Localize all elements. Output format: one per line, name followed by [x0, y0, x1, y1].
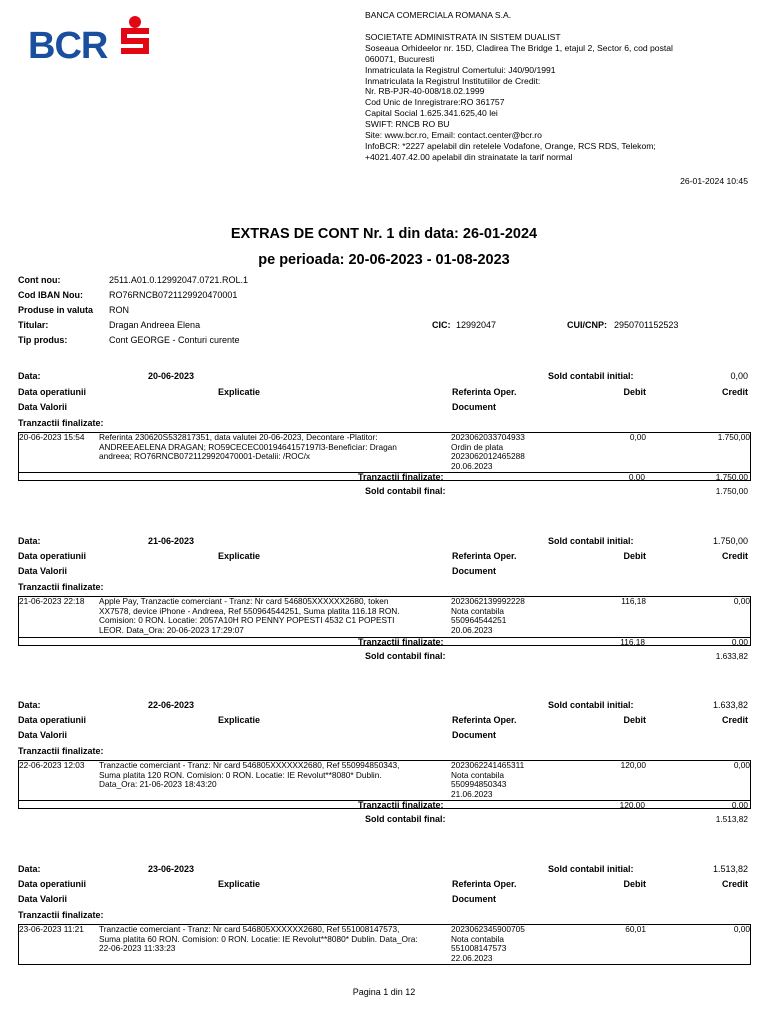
- tranzactii-total-label: Tranzactii finalizate:: [358, 637, 444, 647]
- total-credit: 0,00: [731, 637, 748, 647]
- sold-initial-label: Sold contabil initial:: [548, 864, 634, 874]
- tx-ref-line: 551008147573: [451, 943, 507, 954]
- tx-expl-line: 22-06-2023 11:33:23: [99, 943, 176, 954]
- bank-detail: 060071, Bucuresti: [365, 53, 435, 64]
- sold-final-value: 1.513,82: [715, 814, 748, 824]
- tx-ref-line: 2023062033704933: [451, 432, 525, 442]
- tx-ref-line: Ordin de plata: [451, 441, 504, 452]
- tx-ref-line: 550994850343: [451, 779, 507, 790]
- bank-detail: Capital Social 1.625.341.625,40 lei: [365, 108, 498, 119]
- document-header: Document: [452, 730, 497, 740]
- day-section: [0, 371, 768, 501]
- tx-credit: 0,00: [733, 596, 750, 606]
- explicatie-header: Explicatie: [218, 879, 261, 889]
- generated-datetime: 26-01-2024 10:45: [680, 176, 748, 186]
- data-label: Data:: [18, 371, 41, 381]
- tx-expl-line: Data_Ora: 21-06-2023 18:43:20: [99, 779, 217, 790]
- tx-credit: 0,00: [733, 760, 750, 770]
- tranzactii-label: Tranzactii finalizate:: [18, 582, 104, 592]
- tx-expl-line: Suma platita 120 RON. Comision: 0 RON. Locatie: IE Revolut**8080* Dublin.: [99, 769, 382, 780]
- tx-ref-line: Nota contabila: [451, 605, 505, 616]
- transaction-row: [18, 432, 751, 473]
- tx-reference: [451, 433, 525, 471]
- day-section: [0, 536, 768, 666]
- tx-debit: 0,00: [629, 432, 646, 442]
- bcr-sign-icon: [121, 16, 149, 54]
- transaction-row: [18, 596, 751, 638]
- transaction-row: [18, 924, 751, 965]
- tx-expl-line: ANDREEAELENA DRAGAN; RO59CECEC0019464157197l3-Beneficiar: Dragan: [99, 441, 397, 452]
- tip-value: Cont GEORGE - Conturi curente: [109, 335, 240, 345]
- tx-ref-line: 20.06.2023: [451, 624, 493, 635]
- tx-ref-line: 21.06.2023: [451, 788, 493, 799]
- tx-expl-line: andreea; RO76RNCB0721129920470001-Detalii: /ROC/x: [99, 451, 311, 462]
- day-date: 21-06-2023: [148, 536, 195, 546]
- tx-ref-line: 550964544251: [451, 615, 507, 626]
- total-debit: 0,00: [628, 472, 645, 482]
- statement-period: pe perioada: 20-06-2023 - 01-08-2023: [258, 252, 510, 268]
- total-debit: 116,18: [620, 637, 645, 647]
- day-section: [0, 700, 768, 830]
- bank-detail: +4021.407.42.00 apelabil din strainatate la tarif normal: [365, 151, 573, 162]
- tx-explanation: [99, 433, 449, 462]
- tx-explanation: [99, 761, 449, 790]
- referinta-header: Referinta Oper.: [452, 551, 517, 561]
- data-operatiunii-header: Data operatiunii: [18, 715, 87, 725]
- tx-expl-line: Tranzactie comerciant - Tranz: Nr card 546805XXXXXX2680, Ref 550994850343,: [99, 760, 400, 770]
- tx-explanation: [99, 597, 449, 635]
- page-number: Pagina 1 din 12: [352, 987, 416, 997]
- tranzactii-label: Tranzactii finalizate:: [18, 746, 104, 756]
- total-credit: 0,00: [731, 800, 748, 810]
- sold-initial-label: Sold contabil initial:: [548, 371, 634, 381]
- cic-value: 12992047: [456, 320, 497, 330]
- valuta-label: Produse in valuta: [18, 305, 94, 315]
- tx-ref-line: 2023062012465288: [451, 451, 525, 462]
- tx-datetime: 22-06-2023 12:03: [19, 760, 85, 770]
- bank-detail: Cod Unic de Inregistrare:RO 361757: [365, 97, 505, 108]
- debit-header: Debit: [623, 387, 646, 397]
- bank-detail: SOCIETATE ADMINISTRATA IN SISTEM DUALIST: [365, 31, 561, 42]
- sold-final-value: 1.633,82: [715, 651, 748, 661]
- tx-reference: [451, 925, 525, 963]
- tx-ref-line: Nota contabila: [451, 933, 505, 944]
- debit-header: Debit: [623, 551, 646, 561]
- data-valorii-header: Data Valorii: [18, 566, 68, 576]
- credit-header: Credit: [721, 551, 748, 561]
- bank-detail: SWIFT: RNCB RO BU: [365, 119, 450, 130]
- tranzactii-total-label: Tranzactii finalizate:: [358, 472, 444, 482]
- referinta-header: Referinta Oper.: [452, 879, 517, 889]
- day-date: 20-06-2023: [148, 371, 195, 381]
- sold-initial-label: Sold contabil initial:: [548, 700, 634, 710]
- bcr-logo: [28, 14, 158, 66]
- tx-ref-line: Nota contabila: [451, 769, 505, 780]
- cont-value: 2511.A01.0.12992047.0721.ROL.1: [109, 275, 248, 285]
- tx-expl-line: LEOR. Data_Ora: 20-06-2023 17:29:07: [99, 624, 244, 635]
- tx-reference: [451, 597, 525, 635]
- sold-initial-value: 0,00: [730, 371, 748, 381]
- bank-info: [365, 10, 755, 163]
- data-operatiunii-header: Data operatiunii: [18, 387, 87, 397]
- data-valorii-header: Data Valorii: [18, 402, 68, 412]
- day-date: 22-06-2023: [148, 700, 195, 710]
- data-operatiunii-header: Data operatiunii: [18, 879, 87, 889]
- document-header: Document: [452, 894, 497, 904]
- tx-ref-line: 22.06.2023: [451, 952, 493, 963]
- titular-value: Dragan Andreea Elena: [109, 320, 201, 330]
- explicatie-header: Explicatie: [218, 387, 261, 397]
- sold-final-label: Sold contabil final:: [365, 486, 446, 496]
- referinta-header: Referinta Oper.: [452, 715, 517, 725]
- bcr-logo-text: BCR: [28, 25, 108, 66]
- explicatie-header: Explicatie: [218, 551, 261, 561]
- iban-label: Cod IBAN Nou:: [18, 290, 83, 300]
- day-section: [0, 864, 768, 974]
- data-valorii-header: Data Valorii: [18, 894, 68, 904]
- tx-debit: 60,01: [625, 924, 646, 934]
- tx-expl-line: Apple Pay, Tranzactie comerciant - Tranz: Nr card 546805XXXXXX2680, token: [99, 596, 389, 606]
- tx-datetime: 21-06-2023 22:18: [19, 596, 85, 606]
- sold-final-label: Sold contabil final:: [365, 651, 446, 661]
- tranzactii-label: Tranzactii finalizate:: [18, 910, 104, 920]
- cui-value: 2950701152523: [614, 320, 679, 330]
- tx-expl-line: XX7578, device iPhone - Andreea, Ref 550964544251, Suma platita 116.18 RON.: [99, 605, 400, 616]
- tip-label: Tip produs:: [18, 335, 68, 345]
- total-debit: 120,00: [619, 800, 645, 810]
- tx-ref-line: 2023062345900705: [451, 924, 525, 934]
- bank-detail: InfoBCR: *2227 apelabil din retelele Vodafone, Orange, RCS RDS, Telekom;: [365, 140, 656, 151]
- transaction-row: [18, 760, 751, 801]
- data-operatiunii-header: Data operatiunii: [18, 551, 87, 561]
- bank-detail: Inmatriculata la Registrul Institutiilor de Credit:: [365, 75, 541, 86]
- sold-final-label: Sold contabil final:: [365, 814, 446, 824]
- data-label: Data:: [18, 536, 41, 546]
- document-header: Document: [452, 566, 497, 576]
- tx-debit: 120,00: [620, 760, 646, 770]
- titular-label: Titular:: [18, 320, 49, 330]
- document-header: Document: [452, 402, 497, 412]
- tx-debit: 116,18: [621, 596, 646, 606]
- tx-reference: [451, 761, 524, 799]
- tx-ref-line: 2023062241465311: [451, 760, 525, 770]
- statement-title: EXTRAS DE CONT Nr. 1 din data: 26-01-2024: [230, 226, 538, 242]
- tx-ref-line: 2023062139992228: [451, 596, 525, 606]
- cic-label: CIC:: [432, 320, 451, 330]
- data-valorii-header: Data Valorii: [18, 730, 68, 740]
- sold-initial-value: 1.513,82: [712, 864, 748, 874]
- iban-value: RO76RNCB0721129920470001: [109, 290, 238, 300]
- tx-credit: 0,00: [733, 924, 750, 934]
- bank-detail: Site: www.bcr.ro, Email: contact.center@bcr.ro: [365, 130, 542, 141]
- credit-header: Credit: [721, 387, 748, 397]
- tx-datetime: 23-06-2023 11:21: [19, 924, 84, 934]
- sold-final-value: 1.750,00: [715, 486, 748, 496]
- tx-expl-line: Tranzactie comerciant - Tranz: Nr card 546805XXXXXX2680, Ref 551008147573,: [99, 924, 400, 934]
- cui-label: CUI/CNP:: [567, 320, 607, 330]
- debit-header: Debit: [623, 879, 646, 889]
- tx-credit: 1.750,00: [717, 432, 750, 442]
- tx-expl-line: Suma platita 60 RON. Comision: 0 RON. Locatie: IE Revolut**8080* Dublin. Data_Ora:: [99, 933, 418, 944]
- tx-explanation: [99, 925, 449, 954]
- tx-expl-line: Comision: 0 RON. Locatie: 2057A10H RO PENNY POPESTI 4532 C1 POPESTI: [99, 615, 395, 626]
- day-date: 23-06-2023: [148, 864, 195, 874]
- account-info: [0, 275, 768, 345]
- explicatie-header: Explicatie: [218, 715, 261, 725]
- tx-ref-line: 20.06.2023: [451, 460, 493, 471]
- bank-detail: Soseaua Orhideelor nr. 15D, Cladirea The Bridge 1, etajul 2, Sector 6, cod postal: [365, 42, 673, 53]
- data-label: Data:: [18, 700, 41, 710]
- sold-initial-label: Sold contabil initial:: [548, 536, 634, 546]
- credit-header: Credit: [721, 879, 748, 889]
- sold-initial-value: 1.750,00: [712, 536, 748, 546]
- cont-label: Cont nou:: [18, 275, 61, 285]
- valuta-value: RON: [109, 305, 129, 315]
- total-credit: 1.750,00: [715, 472, 748, 482]
- referinta-header: Referinta Oper.: [452, 387, 517, 397]
- credit-header: Credit: [721, 715, 748, 725]
- bank-detail: Inmatriculata la Registrul Comertului: J40/90/1991: [365, 64, 556, 75]
- data-label: Data:: [18, 864, 41, 874]
- bank-detail: Nr. RB-PJR-40-008/18.02.1999: [365, 86, 485, 97]
- tx-expl-line: Referinta 230620S532817351, data valutei 20-06-2023, Decontare -Platitor:: [99, 432, 378, 442]
- debit-header: Debit: [623, 715, 646, 725]
- tx-datetime: 20-06-2023 15:54: [19, 432, 85, 442]
- tranzactii-label: Tranzactii finalizate:: [18, 418, 104, 428]
- sold-initial-value: 1.633,82: [712, 700, 748, 710]
- tranzactii-total-label: Tranzactii finalizate:: [358, 800, 444, 810]
- bank-name: BANCA COMERCIALA ROMANA S.A.: [365, 10, 512, 20]
